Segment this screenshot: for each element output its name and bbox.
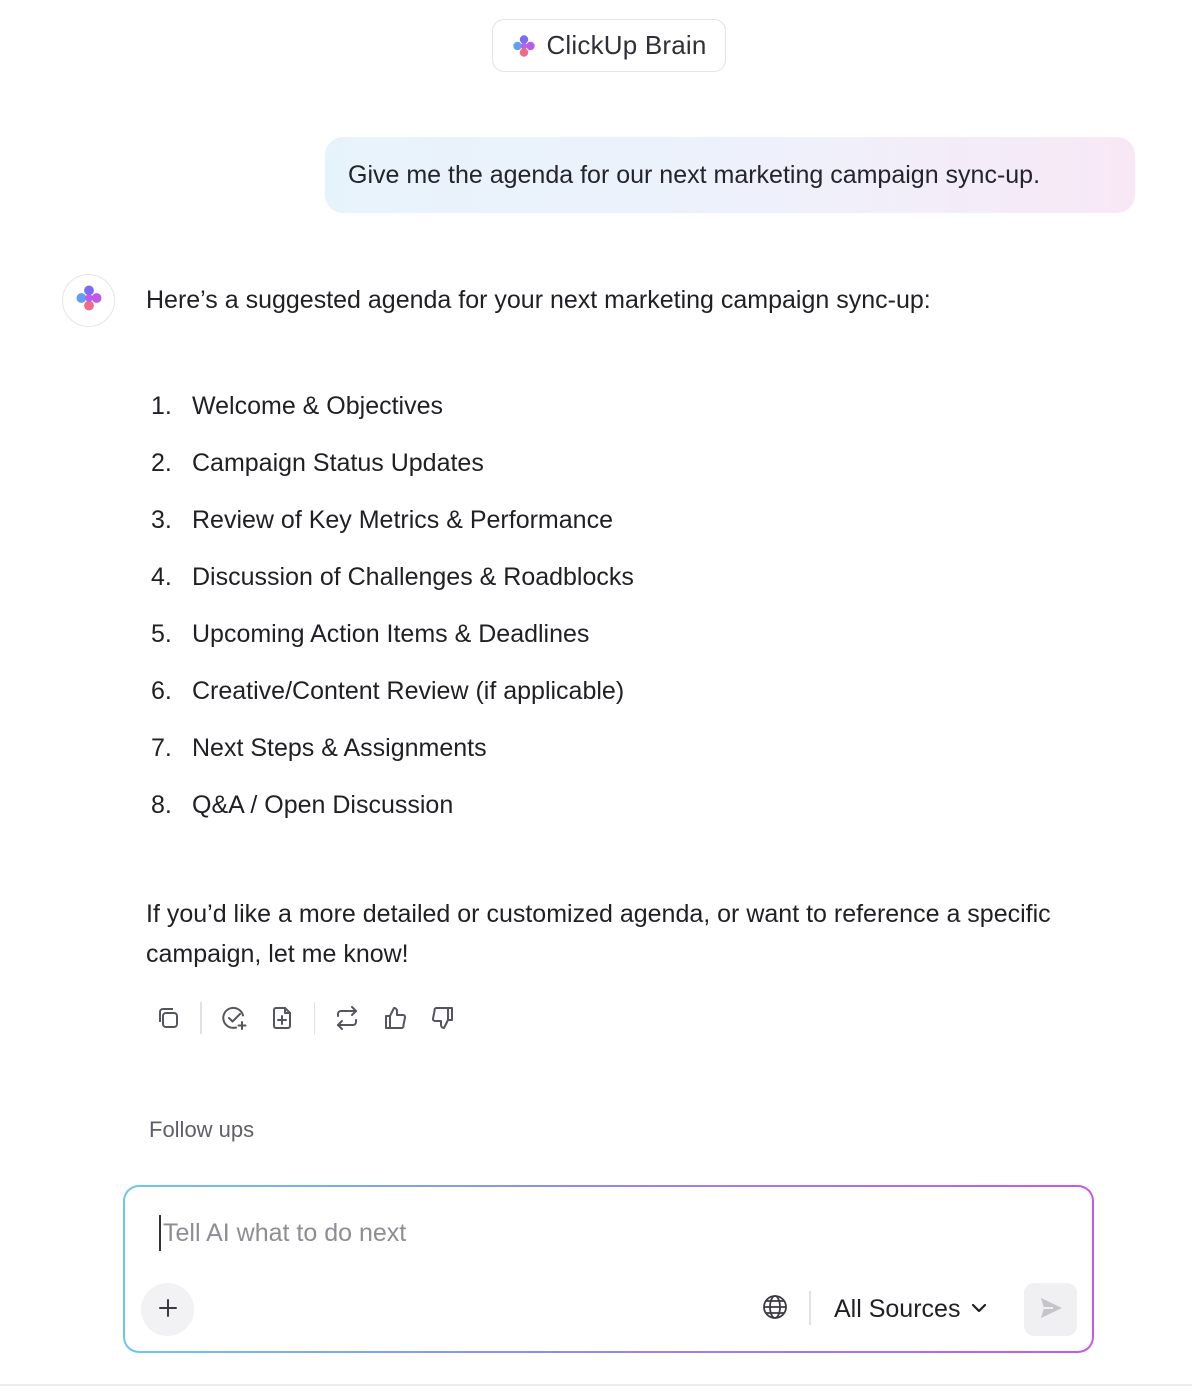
agenda-item [146,506,634,563]
divider [200,1002,202,1034]
composer-body [125,1187,1092,1351]
response-actions [150,998,461,1038]
agenda-item-text: Creative/Content Review (if applicable) [192,677,625,705]
agenda-item-number: 3. [151,506,172,534]
agenda-item-text: Review of Key Metrics & Performance [192,506,613,534]
agenda-item-number: 5. [151,620,172,648]
agenda-item-text: Welcome & Objectives [192,392,444,420]
chevron-down-icon [970,1295,988,1324]
agenda-item-number: 6. [151,677,172,705]
divider [314,1002,316,1034]
agenda-item-number: 2. [151,449,172,477]
agenda-item-number: 7. [151,734,172,762]
clickup-brain-badge [492,19,726,72]
agenda-item [146,392,634,449]
agenda-item [146,563,634,620]
agenda-item-text: Upcoming Action Items & Deadlines [192,620,590,648]
add-button[interactable] [141,1283,194,1336]
clickup-brain-logo-icon [511,33,537,59]
copy-icon[interactable] [150,1000,186,1036]
send-button[interactable] [1024,1283,1077,1336]
sources-label: All Sources [834,1294,961,1323]
clickup-brain-avatar-icon [75,284,103,317]
brand-label: ClickUp Brain [546,30,707,60]
ai-avatar [62,274,115,327]
divider [809,1291,811,1325]
agenda-item [146,734,634,791]
agenda-item-text: Q&A / Open Discussion [192,791,454,819]
agenda-item [146,620,634,677]
agenda-item [146,677,634,734]
sources-dropdown[interactable] [834,1291,988,1327]
agenda-item-text: Next Steps & Assignments [192,734,487,762]
regenerate-icon[interactable] [329,1000,365,1036]
globe-icon [761,1293,789,1326]
agenda-item [146,449,634,506]
bottom-divider [0,1384,1192,1386]
send-icon [1037,1294,1065,1325]
agenda-list [146,392,634,848]
web-search-toggle[interactable] [757,1291,793,1327]
user-message-text: Give me the agenda for our next marketing campaign sync-up. [348,160,1041,189]
ai-response-outro: If you’d like a more detailed or customized agenda, or want to reference a specific campaign, let me know! [146,900,1051,968]
follow-ups-label: Follow ups [149,1117,255,1142]
agenda-item-number: 4. [151,563,172,591]
agenda-item-number: 1. [151,392,172,420]
thumbs-down-icon[interactable] [425,1000,461,1036]
ai-composer [123,1185,1094,1353]
create-task-icon[interactable] [216,1000,252,1036]
thumbs-up-icon[interactable] [377,1000,413,1036]
agenda-item-number: 8. [151,791,172,819]
agenda-item [146,791,634,848]
agenda-item-text: Discussion of Challenges & Roadblocks [192,563,634,591]
add-doc-icon[interactable] [264,1000,300,1036]
prompt-input[interactable] [159,1215,1039,1251]
agenda-item-text: Campaign Status Updates [192,449,484,477]
plus-icon [157,1297,179,1322]
user-message-bubble [325,137,1135,213]
ai-response-intro: Here’s a suggested agenda for your next marketing campaign sync-up: [146,286,931,314]
